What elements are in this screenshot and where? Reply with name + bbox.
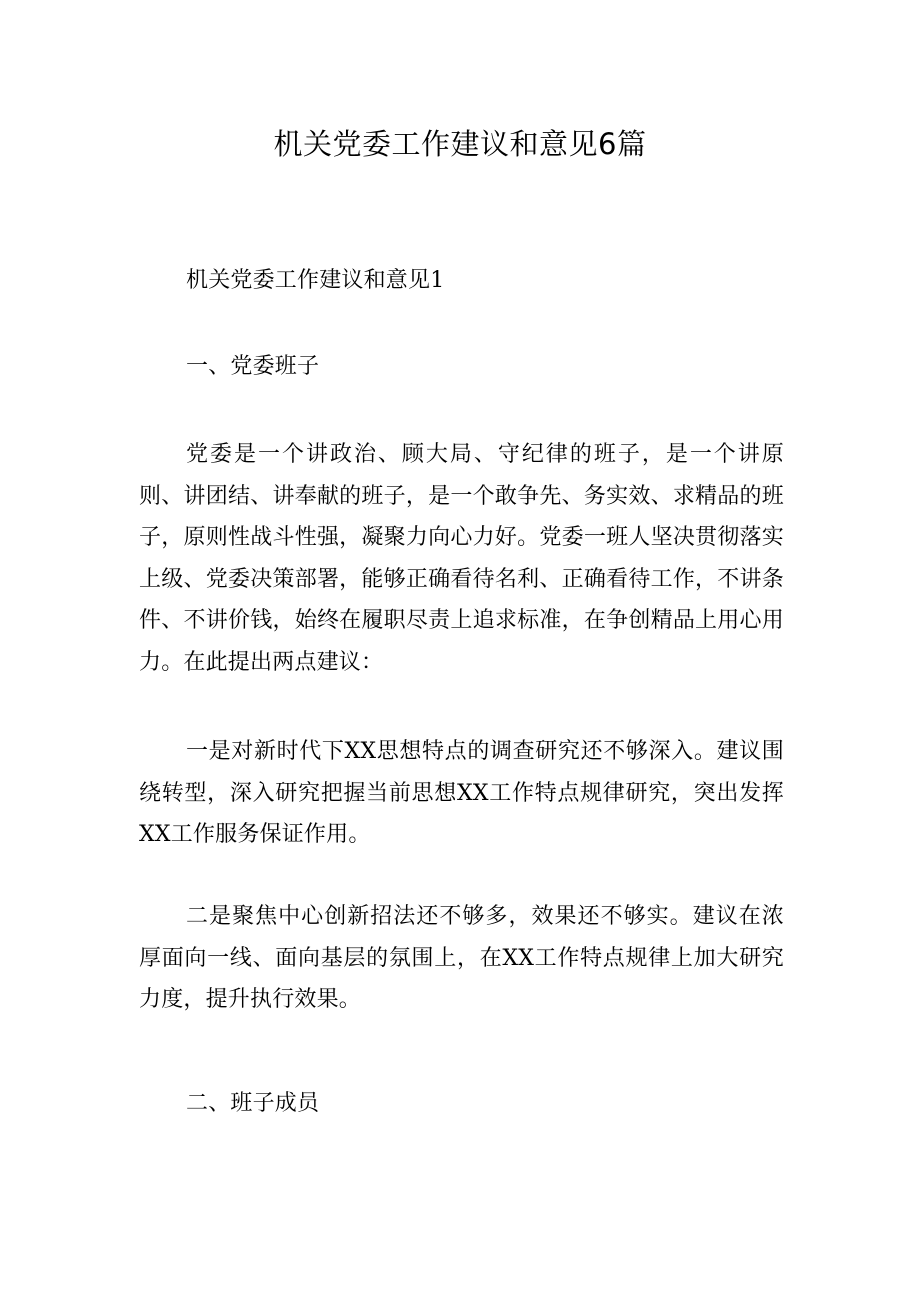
paragraph-2: 一是对新时代下XX思想特点的调查研究还不够深入。建议围绕转型，深入研究把握当前思想XX工作特点规律研究，突出发挥XX工作服务保证作用。: [139, 739, 784, 847]
section-heading-1: 一、党委班子: [186, 354, 320, 379]
section-heading-2: 二、班子成员: [186, 1091, 320, 1116]
document-title: 机关党委工作建议和意见6篇: [273, 127, 647, 161]
paragraph-1: 党委是一个讲政治、顾大局、守纪律的班子，是一个讲原则、讲团结、讲奉献的班子，是一个敢争先、务实效、求精品的班子，原则性战斗性强，凝聚力向心力好。党委一班人坚决贯彻落实上级、党委决策部署，能够正确看待名利、正确看待工作，不讲条件、不讲价钱，始终在履职尽责上追求标准，在争创精品上用心用力。在此提出两点建议：: [139, 442, 784, 675]
section-subtitle: 机关党委工作建议和意见1: [186, 268, 445, 293]
paragraph-3: 二是聚焦中心创新招法还不够多，效果还不够实。建议在浓厚面向一线、面向基层的氛围上，在XX工作特点规律上加大研究力度，提升执行效果。: [139, 904, 784, 1012]
